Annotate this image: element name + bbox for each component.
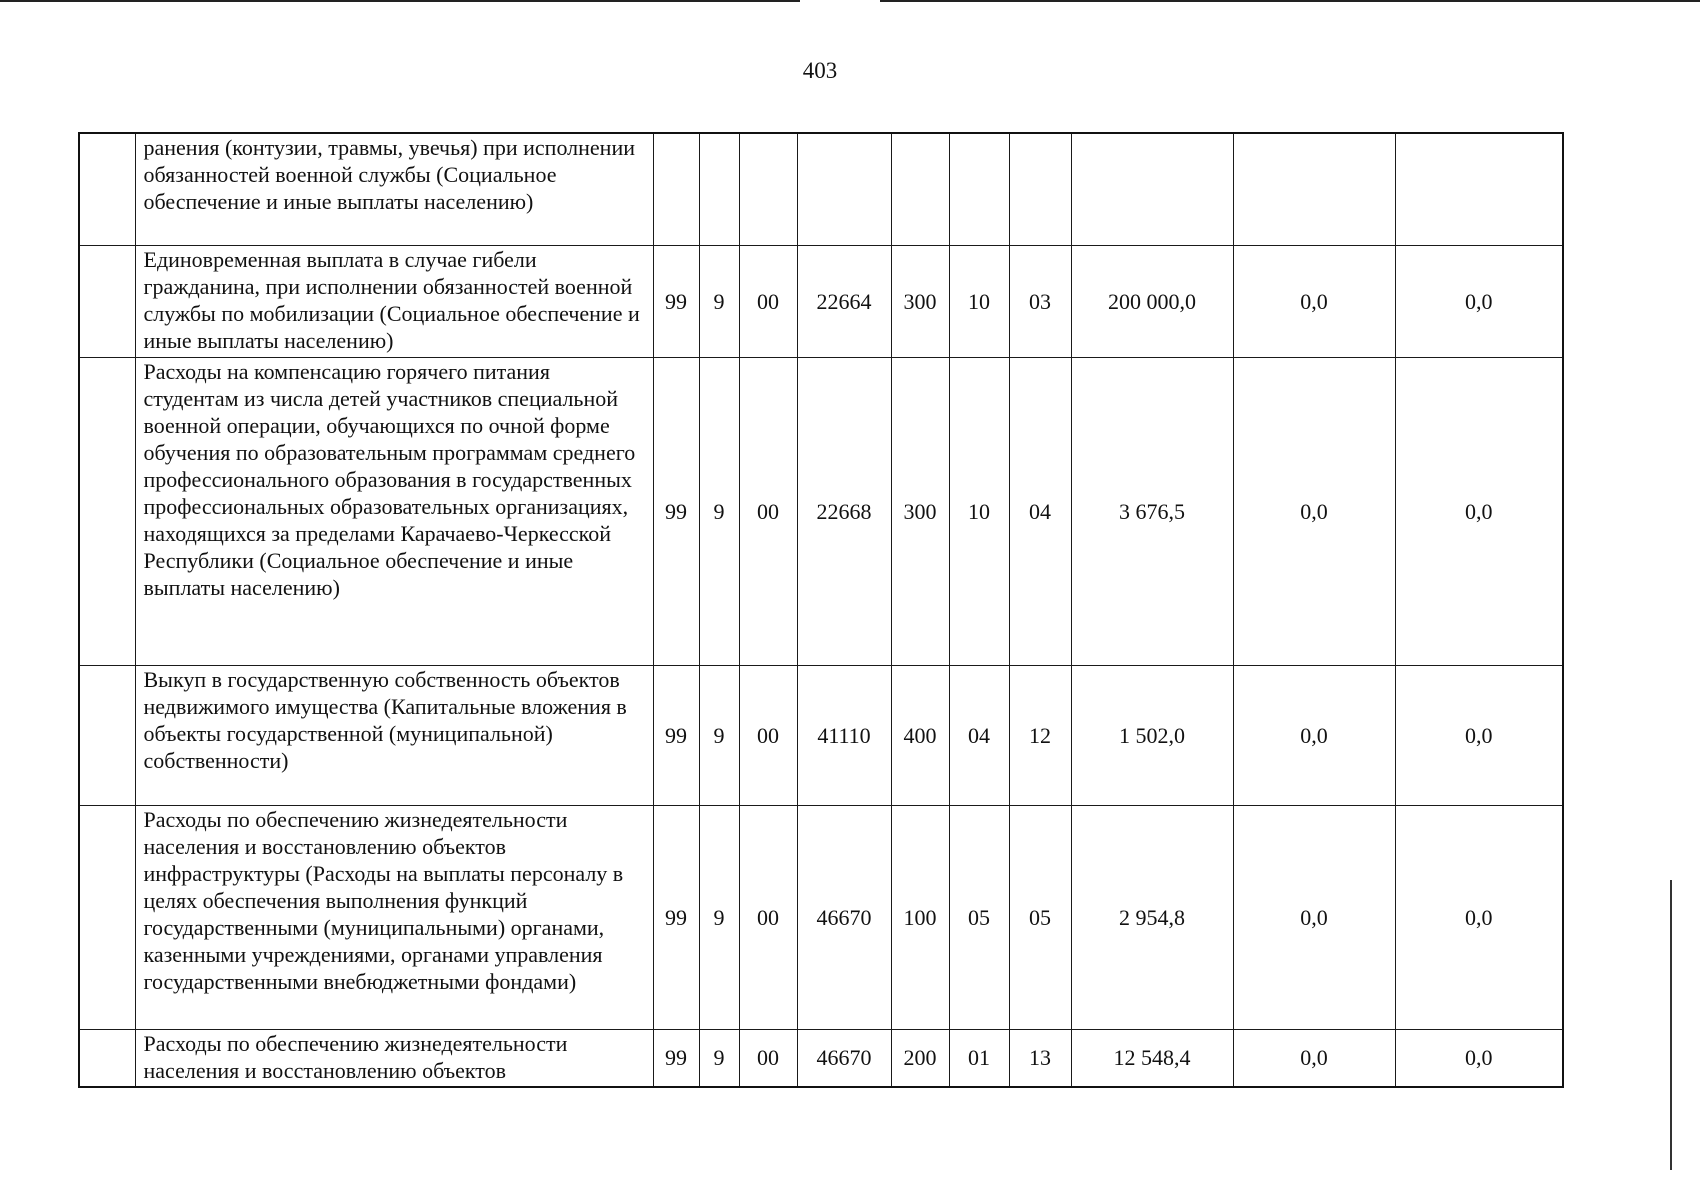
amount-year-3: 0,0 xyxy=(1395,1029,1563,1087)
code-direction: 41110 xyxy=(797,665,891,805)
amount-year-3: 0,0 xyxy=(1395,665,1563,805)
code-section: 05 xyxy=(949,805,1009,1029)
code-expense-type: 300 xyxy=(891,357,949,665)
amount-year-3: 0,0 xyxy=(1395,357,1563,665)
table-row xyxy=(79,357,1563,665)
code-subprogram: 9 xyxy=(699,665,739,805)
amount-year-3: 0,0 xyxy=(1395,245,1563,357)
code-subprogram: 9 xyxy=(699,1029,739,1087)
scan-right-edge xyxy=(1670,880,1672,1170)
code-expense-type: 400 xyxy=(891,665,949,805)
code-direction xyxy=(797,133,891,245)
code-main-event: 00 xyxy=(739,245,797,357)
code-program: 99 xyxy=(653,665,699,805)
row-index-cell xyxy=(79,1029,135,1087)
code-expense-type: 300 xyxy=(891,245,949,357)
amount-year-2: 0,0 xyxy=(1233,805,1395,1029)
code-subprogram: 9 xyxy=(699,357,739,665)
code-expense-type: 100 xyxy=(891,805,949,1029)
row-index-cell xyxy=(79,245,135,357)
code-section: 01 xyxy=(949,1029,1009,1087)
code-program: 99 xyxy=(653,245,699,357)
budget-table xyxy=(78,132,1564,1088)
code-program: 99 xyxy=(653,805,699,1029)
row-index-cell xyxy=(79,133,135,245)
code-subprogram: 9 xyxy=(699,805,739,1029)
code-subsection xyxy=(1009,133,1071,245)
code-section: 10 xyxy=(949,357,1009,665)
amount-year-2: 0,0 xyxy=(1233,245,1395,357)
table-row xyxy=(79,245,1563,357)
table-row xyxy=(79,665,1563,805)
row-description: Выкуп в государственную собственность объектов недвижимого имущества (Капитальные вложения в объекты государственной (муниципальной) собственности) xyxy=(135,665,653,805)
amount-year-2: 0,0 xyxy=(1233,1029,1395,1087)
table-row xyxy=(79,1029,1563,1087)
code-subprogram xyxy=(699,133,739,245)
row-index-cell xyxy=(79,805,135,1029)
code-subsection: 13 xyxy=(1009,1029,1071,1087)
code-program: 99 xyxy=(653,1029,699,1087)
page-number: 403 xyxy=(802,58,838,83)
row-index-cell xyxy=(79,357,135,665)
scan-top-edge-right xyxy=(880,0,1700,2)
code-subsection: 05 xyxy=(1009,805,1071,1029)
code-expense-type: 200 xyxy=(891,1029,949,1087)
code-direction: 46670 xyxy=(797,805,891,1029)
table-row xyxy=(79,805,1563,1029)
code-main-event: 00 xyxy=(739,357,797,665)
code-program: 99 xyxy=(653,357,699,665)
row-description: Единовременная выплата в случае гибели гражданина, при исполнении обязанностей военной службы по мобилизации (Социальное обеспечение и иные выплаты населению) xyxy=(135,245,653,357)
amount-year-2: 0,0 xyxy=(1233,665,1395,805)
code-section: 10 xyxy=(949,245,1009,357)
row-description: Расходы на компенсацию горячего питания студентам из числа детей участников специальной военной операции, обучающихся по очной форме обучения по образовательным программам среднего профессионального образования в государственных профессиональных образовательных организациях, находящихся за пределами Карачаево-Черкесской Республики (Социальное обеспечение и иные выплаты населению) xyxy=(135,357,653,665)
row-description: Расходы по обеспечению жизнедеятельности населения и восстановлению объектов xyxy=(135,1029,653,1087)
code-direction: 22664 xyxy=(797,245,891,357)
row-description: Расходы по обеспечению жизнедеятельности населения и восстановлению объектов инфраструктуры (Расходы на выплаты персоналу в целях обеспечения выполнения функций государственными (муниципальными) органами, казенными учреждениями, органами управления государственными внебюджетными фондами) xyxy=(135,805,653,1029)
code-subprogram: 9 xyxy=(699,245,739,357)
scan-top-edge-left xyxy=(0,0,800,2)
code-direction: 22668 xyxy=(797,357,891,665)
amount-year-1: 3 676,5 xyxy=(1071,357,1233,665)
amount-year-1: 200 000,0 xyxy=(1071,245,1233,357)
code-program xyxy=(653,133,699,245)
amount-year-1 xyxy=(1071,133,1233,245)
code-subsection: 12 xyxy=(1009,665,1071,805)
code-direction: 46670 xyxy=(797,1029,891,1087)
amount-year-2 xyxy=(1233,133,1395,245)
code-main-event: 00 xyxy=(739,665,797,805)
code-subsection: 03 xyxy=(1009,245,1071,357)
row-index-cell xyxy=(79,665,135,805)
amount-year-3 xyxy=(1395,133,1563,245)
amount-year-1: 2 954,8 xyxy=(1071,805,1233,1029)
code-expense-type xyxy=(891,133,949,245)
amount-year-1: 12 548,4 xyxy=(1071,1029,1233,1087)
row-description: ранения (контузии, травмы, увечья) при исполнении обязанностей военной службы (Социальное обеспечение и иные выплаты населению) xyxy=(135,133,653,245)
code-main-event: 00 xyxy=(739,1029,797,1087)
code-section xyxy=(949,133,1009,245)
code-main-event: 00 xyxy=(739,805,797,1029)
amount-year-1: 1 502,0 xyxy=(1071,665,1233,805)
code-subsection: 04 xyxy=(1009,357,1071,665)
code-main-event xyxy=(739,133,797,245)
amount-year-2: 0,0 xyxy=(1233,357,1395,665)
table-row xyxy=(79,133,1563,245)
amount-year-3: 0,0 xyxy=(1395,805,1563,1029)
code-section: 04 xyxy=(949,665,1009,805)
